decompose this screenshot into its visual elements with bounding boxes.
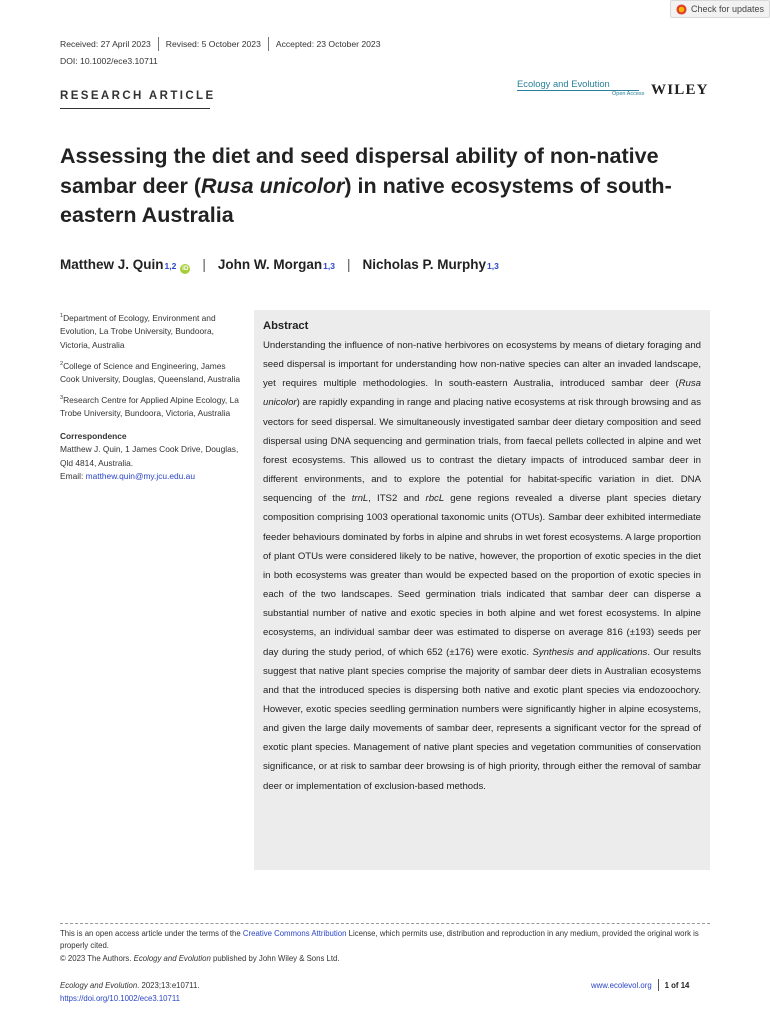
journal-website-link[interactable]: www.ecolevol.org — [591, 980, 652, 990]
abstract-text: Understanding the influence of non-native herbivores on ecosystems by means of dietary foraging and seed dispersal is important for understanding how non-native species can alter an invaded landscape, yet requires multiple methodologies. In south-eastern Australia, introduced sambar deer ( — [263, 340, 701, 390]
author-affiliation[interactable]: 1,3 — [323, 261, 335, 271]
copyright-journal: Ecology and Evolution — [133, 953, 211, 963]
article-title — [60, 142, 700, 231]
orcid-icon[interactable]: iD — [182, 265, 189, 272]
article-type: RESEARCH ARTICLE — [60, 90, 216, 102]
divider — [658, 979, 659, 991]
revised-date: Revised: 5 October 2023 — [165, 39, 261, 49]
copyright-text: published by John Wiley & Sons Ltd. — [210, 953, 340, 963]
correspondence-address: Matthew J. Quin, 1 James Cook Drive, Douglas, Qld 4814, Australia. — [60, 444, 239, 468]
author-separator: | — [202, 257, 206, 272]
affiliation-text: College of Science and Engineering, James Cook University, Douglas, Queensland, Australia — [60, 360, 240, 384]
page-footer-right — [591, 979, 689, 991]
abstract-italic: rbcL — [425, 493, 445, 505]
author-list — [60, 257, 499, 273]
doi: DOI: 10.1002/ece3.10711 — [60, 56, 158, 66]
license-text: This is an open access article under the terms of the — [60, 929, 243, 938]
affiliation-text: Research Centre for Applied Alpine Ecology, La Trobe University, Bundoora, Victoria, Australia — [60, 394, 239, 418]
title-species: Rusa unicolor — [201, 173, 345, 198]
accepted-date: Accepted: 23 October 2023 — [275, 39, 381, 49]
copyright-text: © 2023 The Authors. — [60, 953, 134, 963]
journal-logo-text: Ecology and Evolution — [517, 78, 610, 89]
citation-journal: Ecology and Evolution — [60, 981, 138, 990]
article-dates — [60, 37, 381, 51]
correspondence-heading: Correspondence — [60, 430, 127, 441]
author-name: Nicholas P. Murphy — [362, 257, 486, 272]
check-for-updates-button[interactable] — [670, 0, 770, 18]
abstract-italic: Rusa unicolor — [263, 378, 701, 409]
affiliation — [60, 392, 242, 421]
affiliation-number: 2 — [60, 360, 64, 367]
title-text: ) in native ecosystems of south-eastern Australia — [60, 173, 672, 227]
author-affiliation[interactable]: 1,3 — [486, 261, 499, 271]
correspondence-email — [60, 470, 242, 484]
check-for-updates-label: Check for updates — [691, 4, 765, 14]
abstract-text: gene regions revealed a diverse plant species dietary composition comprising 1003 operational taxonomic units (OTUs). Sambar deer exhibited intermediate feeder behaviours dominated by forbs in alpine and shrubs in wet forest ecosystems. A large proportion of plant OTUs were considered likely to be native, however, the proportion of exotic species in the diet in both ecosystems was greater than would be expected based on the proportion of exotic species in each of the two landscapes. Seed germination trials indicated that sambar deer can disperse a substantial number of native and exotic species in both alpine and wet forest ecosystems. In alpine ecosystems, an individual sambar deer was estimated to disperse on average 816 (±193) seeds per day during the study period, of which 652 (±176) were exotic. — [263, 493, 701, 658]
author-name: Matthew J. Quin — [60, 257, 164, 272]
received-date: Received: 27 April 2023 — [60, 39, 151, 49]
author-separator: | — [346, 257, 351, 272]
email-link[interactable]: matthew.quin@my.jcu.edu.au — [85, 471, 195, 482]
citation — [60, 979, 199, 1005]
divider — [158, 37, 159, 51]
affiliation-text: Department of Ecology, Environment and Evolution, La Trobe University, Bundoora, Victoria, Australia — [60, 312, 216, 350]
abstract-text: , ITS2 and — [368, 493, 426, 505]
author-affiliation[interactable]: 1,2 — [164, 261, 177, 271]
open-access-label: Open Access — [612, 91, 645, 97]
abstract-heading: Abstract — [263, 320, 309, 332]
doi-link[interactable]: https://doi.org/10.1002/ece3.10711 — [60, 994, 180, 1003]
affiliations — [60, 310, 242, 484]
affiliation — [60, 310, 242, 353]
abstract-box — [254, 310, 710, 870]
author-name: John W. Morgan — [217, 257, 323, 272]
license-note — [60, 928, 710, 965]
abstract-body — [263, 336, 701, 796]
check-updates-icon — [676, 4, 687, 15]
divider — [60, 108, 210, 109]
affiliation-number: 3 — [60, 394, 64, 401]
abstract-italic: Synthesis and applications — [532, 646, 648, 658]
affiliation — [60, 358, 242, 387]
divider — [268, 37, 269, 51]
email-label: Email: — [60, 471, 84, 482]
citation-details: . 2023;13:e10711. — [137, 981, 200, 990]
license-link[interactable]: Creative Commons Attribution — [242, 929, 347, 938]
title-text: Assessing the diet and seed dispersal ability of non-native sambar deer ( — [60, 144, 659, 198]
license-text: License, which permits use, distribution and reproduction in any medium, provided the original work is properly cited. — [60, 929, 699, 951]
abstract-italic: trnL — [351, 493, 369, 505]
page-number: 1 of 14 — [664, 980, 690, 990]
abstract-text: . Our results suggest that native plant species comprise the majority of sambar deer diets in Australian ecosystems and that the introduced species is dispersing both native and exotic plant species via endozoochory. However, exotic species seedling germination numbers were significantly higher in alpine ecosystems, and given the large daily movements of sambar deer, represents a significant vector for the spread of exotic plant species. Management of native plant species and vegetation communities of conservation significance, or at risk to sambar deer browsing is of high priority, through either the removal of sambar deer or implementation of exclusion-based methods. — [263, 646, 701, 792]
abstract-text: ) are rapidly expanding in range and placing native ecosystems at risk through browsing and as vectors for seed dispersal. We simultaneously investigated sambar deer dietary composition and seed dispersal using DNA sequencing and germination trials, from faecal pellets collected in alpine and wet forest ecosystems. This allowed us to contrast the dietary impacts of introduced sambar deer in different environments, and to explore the potential for habitat-specific variation in diet. DNA sequencing of the — [263, 397, 701, 505]
publisher-logo: WILEY — [651, 82, 709, 98]
affiliation-number: 1 — [60, 313, 64, 319]
footer-divider — [60, 923, 710, 924]
